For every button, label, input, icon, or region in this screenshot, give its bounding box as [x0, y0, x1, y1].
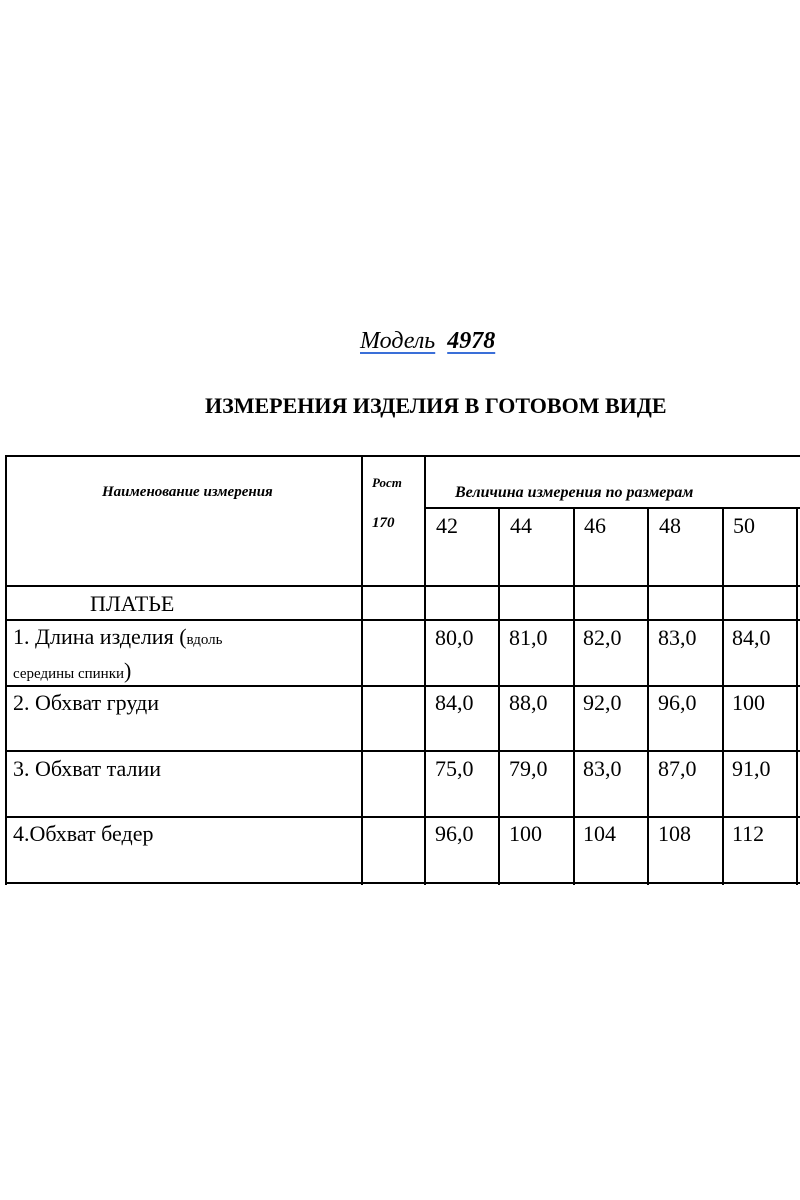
- table-border-top: [5, 455, 800, 457]
- table-cell: 83,0: [658, 625, 697, 650]
- size-header: 50: [733, 513, 755, 538]
- size-header: 46: [584, 513, 606, 538]
- row-label: 4.Обхват бедер: [13, 821, 154, 846]
- row-divider: [5, 585, 800, 587]
- table-cell: 91,0: [732, 756, 771, 781]
- header-height-label: Рост: [372, 475, 402, 490]
- table-cell: 84,0: [435, 690, 474, 715]
- row-divider: [5, 816, 800, 818]
- table-cell: 82,0: [583, 625, 622, 650]
- row-divider: [5, 750, 800, 752]
- column-divider: [361, 455, 363, 885]
- header-divider: [424, 507, 800, 509]
- size-header: 42: [436, 513, 458, 538]
- table-cell: 88,0: [509, 690, 548, 715]
- header-sizes-label: Величина измерения по размерам: [455, 484, 694, 501]
- model-title: [360, 328, 495, 355]
- row-label: [13, 624, 223, 650]
- column-divider: [647, 508, 649, 885]
- table-cell: 96,0: [435, 821, 474, 846]
- table-cell: 92,0: [583, 690, 622, 715]
- row-label: 2. Обхват груди: [13, 690, 159, 715]
- model-number: 4978: [447, 328, 496, 354]
- table-cell: 75,0: [435, 756, 474, 781]
- table-cell: 112: [732, 821, 765, 846]
- table-border-left: [5, 455, 7, 885]
- size-header: 44: [510, 513, 532, 538]
- table-cell: 84,0: [732, 625, 771, 650]
- column-divider: [573, 508, 575, 885]
- row-divider: [5, 685, 800, 687]
- table-cell: 81,0: [509, 625, 548, 650]
- row-label-close: ): [124, 658, 132, 683]
- section-title: ПЛАТЬЕ: [90, 591, 175, 616]
- row-label-second-line: [13, 658, 131, 684]
- table-cell: 108: [658, 821, 691, 846]
- table-cell: 100: [732, 690, 765, 715]
- table-cell: 80,0: [435, 625, 474, 650]
- column-divider: [498, 508, 500, 885]
- row-divider: [5, 619, 800, 621]
- row-label-main: 1. Длина изделия (: [13, 624, 187, 649]
- table-cell: 83,0: [583, 756, 622, 781]
- size-header: 48: [659, 513, 681, 538]
- column-divider: [722, 508, 724, 885]
- row-label-note-line2: середины спинки: [13, 666, 125, 682]
- model-label: Модель: [360, 328, 436, 354]
- header-height-value: 170: [372, 515, 395, 531]
- table-cell: 79,0: [509, 756, 548, 781]
- row-label-note: вдоль: [186, 632, 223, 648]
- table-cell: 96,0: [658, 690, 697, 715]
- row-label: 3. Обхват талии: [13, 756, 162, 781]
- document-heading: ИЗМЕРЕНИЯ ИЗДЕЛИЯ В ГОТОВОМ ВИДЕ: [205, 393, 667, 418]
- table-cell: 104: [583, 821, 616, 846]
- column-divider: [796, 508, 798, 885]
- table-cell: 87,0: [658, 756, 697, 781]
- column-divider: [424, 455, 426, 885]
- table-border-bottom: [5, 882, 800, 884]
- header-name-column: Наименование измерения: [102, 484, 273, 500]
- table-cell: 100: [509, 821, 542, 846]
